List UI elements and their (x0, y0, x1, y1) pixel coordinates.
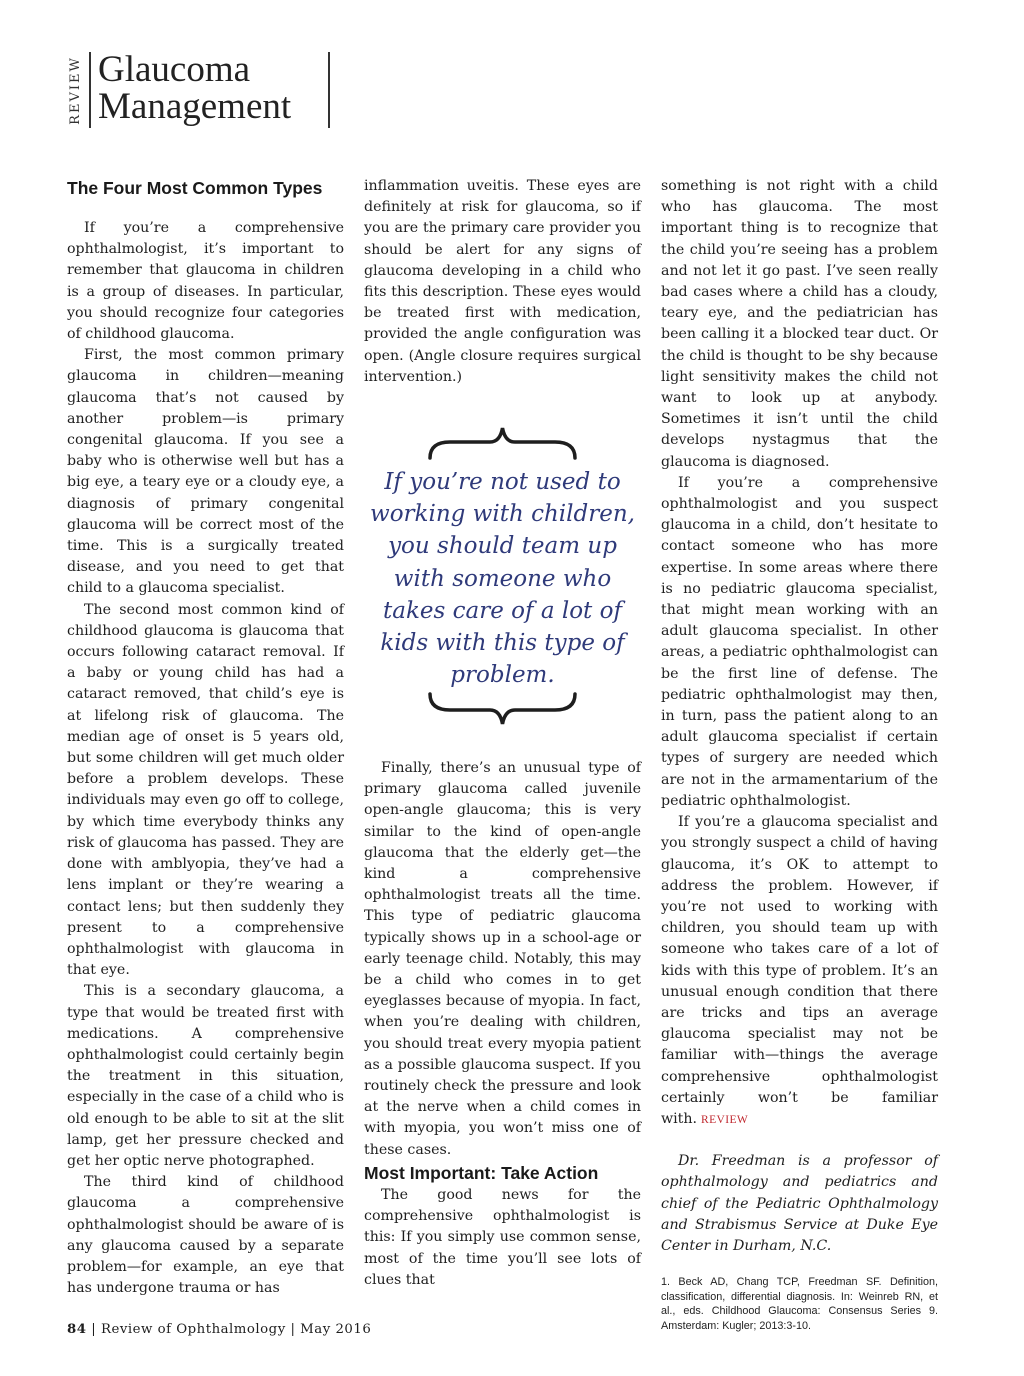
column-middle (364, 176, 641, 1291)
brace-top-icon (364, 422, 641, 462)
body-paragraph: This is a secondary glaucoma, a type that would be treated first with medications. A comprehensive ophthalmologist could certainly begin the treatment in this situation, especially in the case of a child who is old enough to be able to sit at the slit lamp, get her pressure checked and get her optic nerve photographed. (67, 983, 344, 1169)
footer-separator: | (290, 1322, 296, 1337)
header-divider-left (89, 52, 91, 128)
column-right (661, 176, 938, 1333)
pull-quote (364, 400, 641, 744)
section-heading-take-action: Most Important: Take Action (364, 1162, 599, 1183)
body-paragraph: If you’re a comprehensive ophthalmologist and you suspect glaucoma in a child, don’t hesitate to contact someone who has more expertise. In some areas where there is no pediatric glaucoma specialist, that might mean working with an adult glaucoma specialist. In other areas, a pediatric ophthalmologist can be the first line of defense. The pediatric ophthalmologist may then, in turn, pass the patient along to an adult glaucoma specialist if certain types of surgery are needed which are not in the armamentarium of the pediatric ophthalmologist. (661, 474, 938, 809)
body-paragraph: The third kind of childhood glaucoma a comprehensive ophthalmologist should be aware of is any glaucoma caused by a separate problem—for example, an eye that has undergone trauma or has (67, 1174, 344, 1297)
body-paragraph: inflammation uveitis. These eyes are definitely at risk for glaucoma, so if you are the primary care provider you should be alert for any signs of glaucoma developing in a child who fits this description. These eyes would be treated first with medication, provided the angle configuration was open. (Angle closure requires surgical intervention.) (364, 178, 641, 385)
section-heading-four-types: The Four Most Common Types (67, 178, 323, 198)
body-paragraph: If you’re a comprehensive ophthalmologist, it’s important to remember that glaucoma in children is a group of diseases. In particular, you should recognize four categories of childhood glaucoma. (67, 220, 344, 343)
page-title-line1: Glaucoma (98, 49, 251, 90)
author-bio: Dr. Freedman is a professor of ophthalmology and pediatrics and chief of the Pediatric Ophthalmology and Strabismus Service at Duke Eye Center in Durham, N.C. (661, 1153, 938, 1254)
body-paragraph: something is not right with a child who has glaucoma. The most important thing is to recognize that the child you’re seeing has a problem and not let it go past. I’ve seen really bad cases where a child has a cloudy, teary eye, and the pediatrician has been calling it a blocked tear duct. Or the child is thought to be shy because light sensitivity makes the child not want to look up at anybody. Sometimes it isn’t until the child develops nystagmus that the glaucoma is diagnosed. (661, 178, 938, 470)
end-mark-review: REVIEW (701, 1113, 749, 1126)
body-paragraph (661, 812, 938, 1131)
header-divider-right (328, 52, 330, 128)
body-paragraph: The second most common kind of childhood glaucoma is glaucoma that occurs following cataract removal. If a baby or young child has had a cataract removed, that child’s eye is at lifelong risk of glaucoma. The median age of onset is 5 years old, but some children will get much older before a problem develops. These individuals may even go off to college, by which time everybody thinks any risk of glaucoma has passed. They are done with amblyopia, they’ve had a lens implant or they’re wearing a contact lens; but then suddenly they present to a comprehensive ophthalmologist with glaucoma in that eye. (67, 601, 344, 979)
page-title-line2: Management (98, 86, 292, 127)
page-footer (67, 1322, 371, 1337)
section-label-text: REVIEW (67, 55, 83, 125)
pull-quote-text: If you’re not used to working with children, you should team up with someone who takes care of a lot of kids with this type of problem. (370, 469, 635, 689)
column-left (67, 176, 344, 1299)
body-paragraph: First, the most common primary glaucoma in children—meaning glaucoma that’s not caused by another problem—is primary congenital glaucoma. If you see a baby who is otherwise well but has a big eye, a teary eye or a cloudy eye, a diagnosis of primary congenital glaucoma will be correct most of the time. This is a surgically treated disease, and you need to get that child to a glaucoma specialist. (67, 347, 344, 597)
page-title (98, 51, 326, 125)
body-paragraph: Finally, there’s an unusual type of primary glaucoma called juvenile open-angle glaucoma; this is very similar to the kind of open-angle glaucoma that the elderly get—the kind a comprehensive ophthalmologist treats all the time. This type of pediatric glaucoma typically shows up in a school-age or early teenage child. Notably, this may be a child who comes in to get eyeglasses because of myopia. In fact, when you’re dealing with children, you should treat every myopia patient as a possible glaucoma suspect. If you routinely check the pressure and look at the nerve when a child comes in with myopia, you won’t miss one of these cases. (364, 760, 641, 1158)
issue-date: May 2016 (300, 1322, 372, 1337)
brace-bottom-icon (364, 690, 641, 730)
body-paragraph: The good news for the comprehensive ophthalmologist is this: If you simply use common sense, most of the time you’ll see lots of clues that (364, 1186, 641, 1288)
section-label (62, 50, 88, 130)
footer-separator: | (91, 1322, 97, 1337)
page-number: 84 (67, 1322, 87, 1337)
publication-name: Review of Ophthalmology (100, 1322, 286, 1337)
reference-list: 1. Beck AD, Chang TCP, Freedman SF. Definition, classification, differential diagnosis. In: Weinreb RN, et al., eds. Childhood Glaucoma: Consensus Series 9. Amsterdam: Kugler; 2013:3-10. (661, 1276, 938, 1332)
body-paragraph-text: If you’re a glaucoma specialist and you strongly suspect a child of having glaucoma, it’s OK to attempt to address the problem. However, if you’re not used to working with children, you should team up with someone who takes care of a lot of kids with this type of problem. It’s an unusual enough condition that there are tricks and tips an average glaucoma specialist may not be familiar with—things the average comprehensive ophthalmologist certainly won’t be familiar with. (661, 814, 938, 1127)
